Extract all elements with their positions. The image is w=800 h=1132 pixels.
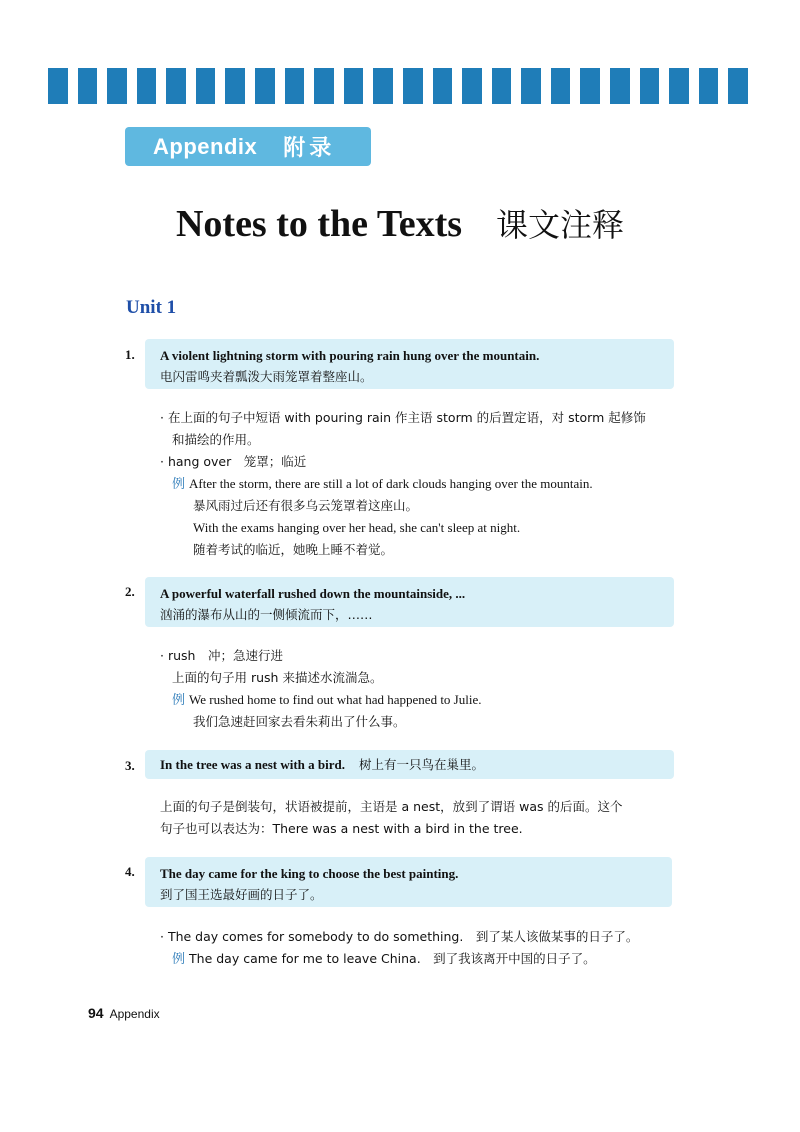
note-phrase: · hang over 笼罩；临近 [160, 454, 307, 469]
unit-heading: Unit 1 [126, 297, 177, 318]
note-sentence-zh: 汹涌的瀑布从山的一侧倾流而下，…… [160, 607, 373, 622]
note-sentence-zh: 电闪雷鸣夹着瓢泼大雨笼罩着整座山。 [160, 369, 373, 384]
example-icon: 例 [172, 693, 186, 708]
appendix-tab [125, 127, 371, 166]
note-explanation: 上面的句子是倒装句，状语被提前，主语是 a nest，放到了谓语 was 的后面。这个 [160, 799, 623, 814]
example-translation: 随着考试的临近，她晚上睡不着觉。 [193, 542, 394, 557]
example-sentence-en: We rushed home to find out what had happened to Julie. [189, 692, 482, 707]
note-sentence-box [145, 750, 674, 779]
example-translation: 我们急速赶回家去看朱莉出了什么事。 [193, 714, 406, 729]
note-number: 2. [125, 584, 135, 599]
page-title-en: Notes to the Texts [175, 203, 463, 245]
example-sentence-en: After the storm, there are still a lot of dark clouds hanging over the mountain. [189, 476, 593, 491]
note-sentence-box [145, 577, 674, 627]
footer-label: Appendix [109, 1007, 160, 1021]
note-explanation: 句子也可以表达为：There was a nest with a bird in the tree. [160, 821, 523, 836]
note-sentence-en: A violent lightning storm with pouring rain hung over the mountain. [160, 348, 540, 363]
example-line [172, 948, 596, 971]
header-decorative-bar [48, 68, 748, 104]
example-icon: 例 [172, 477, 186, 492]
page-title-cn: 课文注释 [496, 206, 625, 244]
note-explanation: · 在上面的句子中短语 with pouring rain 作主语 storm 的后置定语，对 storm 起修饰 [160, 410, 646, 425]
note-number: 3. [125, 758, 135, 773]
note-number: 1. [125, 347, 135, 362]
note-sentence-en: The day came for the king to choose the best painting. [160, 866, 459, 881]
appendix-tab-en: Appendix [153, 133, 258, 159]
example-translation: 暴风雨过后还有很多乌云笼罩着这座山。 [193, 498, 419, 513]
note-sentence-box [145, 339, 674, 389]
example-line [172, 473, 593, 496]
page-number: 94 [88, 1005, 104, 1021]
note-phrase: · The day comes for somebody to do something. 到了某人该做某事的日子了。 [160, 929, 639, 944]
page-footer [88, 1005, 160, 1021]
page-title [0, 200, 800, 246]
example-sentence-en: With the exams hanging over her head, she can't sleep at night. [193, 520, 521, 535]
note-number: 4. [125, 864, 135, 879]
appendix-tab-cn: 附录 [283, 135, 336, 160]
note-sentence-box [145, 857, 672, 907]
note-explanation: 和描绘的作用。 [172, 432, 260, 447]
example-icon: 例 [172, 952, 186, 967]
note-phrase: · rush 冲；急速行进 [160, 648, 283, 663]
note-sentence-zh: 树上有一只鸟在巢里。 [359, 757, 485, 772]
note-sentence-en: In the tree was a nest with a bird. [160, 757, 346, 772]
note-explanation: 上面的句子用 rush 来描述水流湍急。 [172, 670, 383, 685]
note-sentence-en: A powerful waterfall rushed down the mountainside, ... [160, 586, 466, 601]
example-line [172, 689, 481, 712]
example-sentence: The day came for me to leave China. 到了我该离开中国的日子了。 [189, 951, 596, 966]
note-sentence-zh: 到了国王选最好画的日子了。 [160, 887, 323, 902]
